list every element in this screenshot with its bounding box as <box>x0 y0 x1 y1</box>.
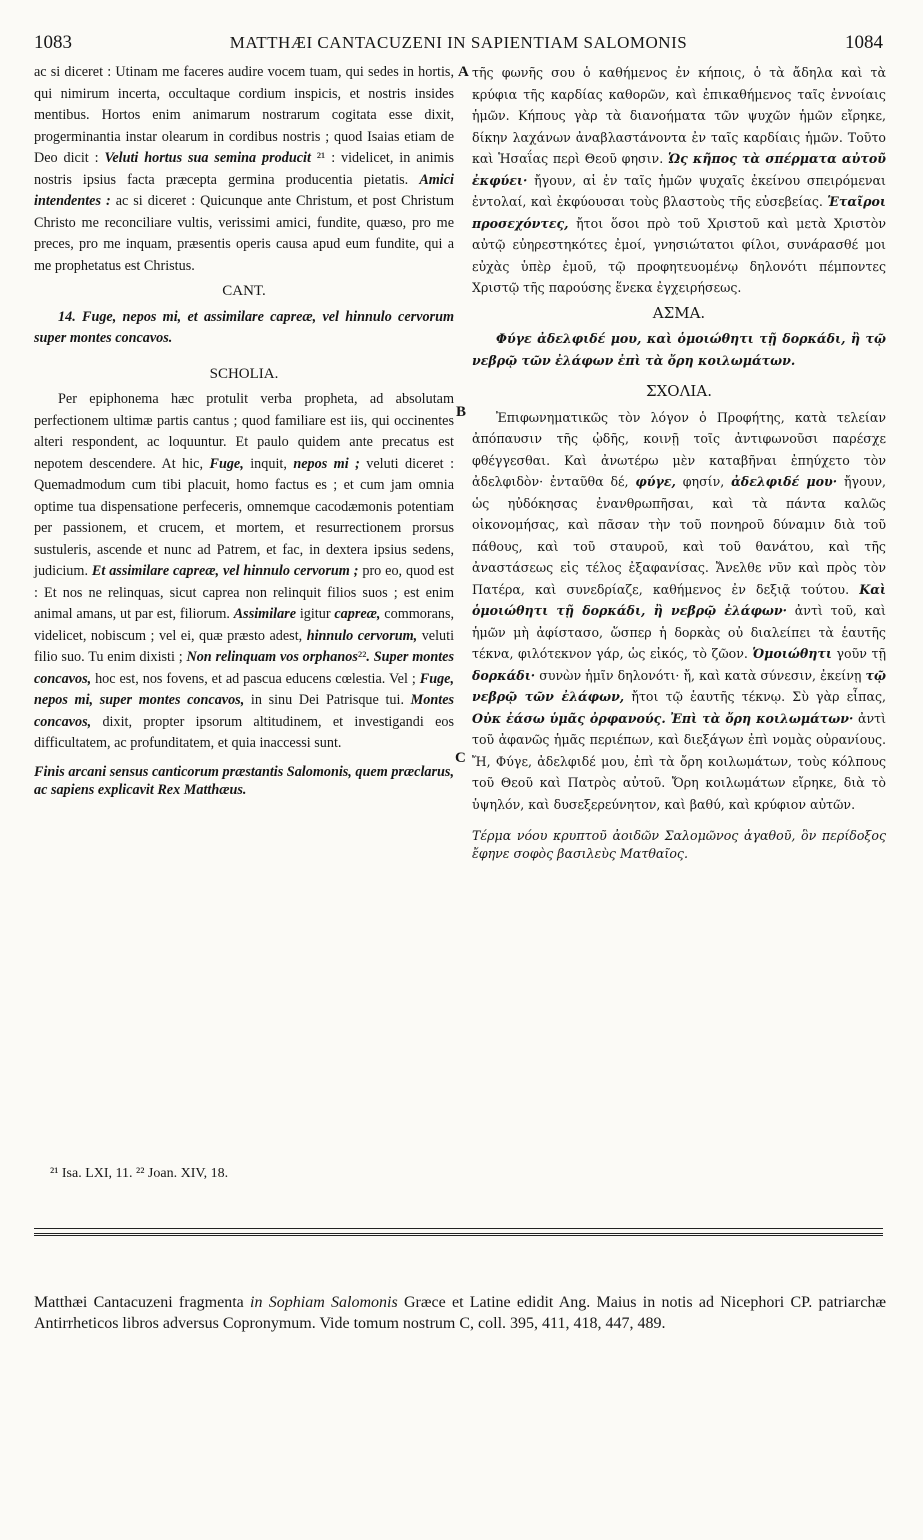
footnote-ref: ²² <box>357 649 367 665</box>
greek-text: γοῦν τῇ <box>836 646 886 661</box>
running-header <box>34 32 883 60</box>
note-text: Græce et Latine edidit Ang. Maius in notis ad Nicephori CP. patriarchæ Antirrheticos libros adversus Copronymum. Vide tomum nostrum C, coll. 395, 411, 418, 447, 489. <box>34 1294 887 1332</box>
latin-quote: Assimilare <box>233 606 296 622</box>
footnotes: ²¹ Isa. LXI, 11. ²² Joan. XIV, 18. <box>50 1166 229 1181</box>
greek-scholia-heading: ΣΧΟΛΙΑ. <box>646 382 712 400</box>
latin-quote: Veluti hortus sua semina producit <box>104 150 311 166</box>
latin-text: in sinu Dei Patrisque tui. <box>250 692 404 708</box>
greek-quote: ἀδελφιδέ μου· <box>731 474 838 489</box>
column-marker-a: A <box>458 64 469 80</box>
greek-quote: δορκάδι· <box>472 667 536 683</box>
latin-scholia <box>34 389 454 755</box>
greek-text: φησίν, <box>682 474 725 489</box>
note-text: Matthæi Cantacuzeni fragmenta <box>34 1294 244 1311</box>
latin-quote: Et assimilare capreæ, vel hinnulo cervorum ; <box>91 563 359 579</box>
cant-heading: CANT. <box>222 283 266 299</box>
latin-quote: Amici intendentes : <box>34 171 454 209</box>
greek-quote: τῷ νεβρῷ τῶν ἐλάφων, <box>472 667 886 704</box>
latin-text: hoc est, nos fovens, et ad pascua educens cœlestia. Vel ; <box>95 670 416 687</box>
asma-verse: Φύγε ἀδελφιδέ μου, καὶ ὁμοιώθητι τῇ δορκάδι, ἢ τῷ νεβρῷ τῶν ἐλάφων ἐπὶ τὰ ὄρη κοιλωμάτων. <box>472 331 886 368</box>
latin-text: inquit, <box>250 455 287 472</box>
latin-colophon: Finis arcani sensus canticorum præstantis Salomonis, quem præclarus, ac sapiens explicavit Rex Matthæus. <box>34 763 454 798</box>
greek-text: ἤτοι τῷ ἑαυτῆς τέκνῳ. Σὺ γὰρ εἶπας, <box>631 689 886 704</box>
greek-text: συνὼν ἡμῖν δηλονότι· ἤ, καὶ κατὰ σύνεσιν, ἐκείνῃ <box>539 667 862 683</box>
latin-quote: nepos mi ; <box>293 455 360 472</box>
latin-text: ac si diceret : Utinam me faceres audire vocem tuam, qui sedes in hortis, qui nimirum incerta, occultaque cordium inspicis, et nostris insides mentibus. Hortos enim animarum nostrarum cogitata esse dixit, progerminantia instar olearum in cordibus nostris ; quod Isaias etiam de Deo dicit : <box>34 64 454 166</box>
latin-text: commorans, videlicet, nobiscum ; vel ei, quæ præsto adest, <box>34 606 455 644</box>
running-title: MATTHÆI CANTACUZENI IN SAPIENTIAM SALOMONIS <box>229 33 688 52</box>
latin-quote: hinnulo cervorum, <box>306 627 418 644</box>
greek-text: ἤγουν, ὡς ηὐδόκησας ἐνανθρωπῆσαι, καὶ τὰ πάντα καλῶς οἰκονομήσας, καὶ πᾶσαν τὴν τοῦ πονηροῦ δύναμιν διὰ τοῦ πάθους, καὶ τοῦ σταυροῦ, καὶ τοῦ θανάτου, καὶ τῆς ἀναστάσεως εἰς τέλος ἐξαφανίσας. Ἄνελθε νῦν καὶ πρὸς τὸν Πατέρα, καὶ συνεδρίαζε, καθήμενος ἐν δεξιᾷ τούτου. <box>472 474 886 597</box>
column-marker-b: B <box>456 404 467 420</box>
latin-quote: . Super montes concavos, <box>34 649 454 687</box>
greek-text: ἤτοι ὅσοι πρὸ τοῦ Χριστοῦ καὶ μετὰ Χριστὸν αὐτῷ εὐηρεστηκότες ἐμοί, γνησιώτατοι φίλοι, συνάρασθέ μοι εὐχὰς ὑπὲρ ἐμοῦ, τῷ προφητευομένῳ δηλονότι πέμποντες Χριστῷ τῆς παρούσης ἕνεκα ἐγχειρήσεως. <box>472 215 886 295</box>
latin-quote: capreæ, <box>334 606 381 622</box>
divider-rule <box>34 1228 883 1229</box>
latin-text: Per epiphonema hæc protulit verba propheta, ad absolutam perfectionem ultimæ partis cantus ; quod familiare est iis, qui occinentes alteri respondent, ac loquuntur. Et paulo quidem ante precatus est nepotem descendere. At hic, <box>34 391 454 472</box>
greek-text: Ἐπιφωνηματικῶς τὸν λόγον ὁ Προφήτης, κατὰ τελείαν ἀπόπαυσιν τῆς ᾠδῆς, κοινῇ τοῖς ἀντιφωνοῦσι παρέσχε φθέγγεσθαι. Καὶ ἀνωτέρω μὲν καταβῆναι ἐπηύχετο τὸν ἀδελφιδὸν· ἐνταῦθα δέ, <box>472 409 886 489</box>
latin-text: pro eo, quod est : Et nos ne relinquas, sicut caprea non relinquit filios suos ; est enim animal amans, ut par est, filiorum. <box>34 563 455 622</box>
scholia-heading: SCHOLIA. <box>209 365 279 382</box>
greek-colophon: Τέρμα νόου κρυπτοῦ ἀοιδῶν Σαλομῶνος ἀγαθοῦ, ὃν περίδοξος ἔφηνε σοφὸς βασιλεὺς Ματθαῖος. <box>472 828 886 861</box>
latin-quote: Montes concavos, <box>34 692 455 730</box>
greek-text: ἀντὶ τοῦ ἀφανῶς ἡμᾶς περιέπων, καὶ διεξάγων ἐπὶ νομὰς οὐρανίους. Ἤ, Φύγε, ἀδελφιδέ μου, ἐπὶ τὰ ὄρη κοιλωμάτων, τοὺς κόλπους τοῦ Θεοῦ καὶ Πατρὸς αὐτοῦ. Ὄρη κοιλωμάτων εἴρηκε, διὰ τὸ ὑψηλόν, καὶ δυσεξερεύνητον, καὶ βαθύ, καὶ κρύφιον αὐτῶν. <box>472 710 887 812</box>
greek-quote: Ὁμοιώθητι <box>752 646 832 661</box>
greek-quote: Ἐπὶ τὰ ὄρη κοιλωμάτων· <box>670 710 854 726</box>
latin-quote: Fuge, <box>209 455 244 472</box>
column-marker-c: C <box>455 750 466 766</box>
latin-text: ac si diceret : Quicunque ante Christum, et post Christum Christo me reconciliare vultis, verissimi amici, fundite, quæso, pro me preces, pro me inquam, præsentis operis causa apud eum fundite, qui a me prophetatus est Christus. <box>34 193 454 274</box>
greek-quote: Ὡς κῆπος τὰ σπέρματα αὐτοῦ ἐκφύει· <box>472 151 886 188</box>
greek-quote: Ἑταῖροι προσεχόντες, <box>472 194 886 231</box>
latin-text: veluti filio suo. Tu enim dixisti ; <box>34 627 455 665</box>
greek-scholia <box>472 407 886 816</box>
latin-text: dixit, propter ipsorum altitudinem, et investigandi eos difficultatem, ac profunditatem, et quia inaccessi sunt. <box>34 713 455 751</box>
latin-text: : videlicet, in animis nostris ipsius facta præcepta germina producentia pietatis. <box>34 150 455 188</box>
latin-column <box>34 62 454 799</box>
greek-quote: Οὐκ ἐάσω ὑμᾶς ὀρφανούς. <box>472 710 666 726</box>
note-italic: in Sophiam Salomonis <box>250 1294 398 1311</box>
greek-text: ἀντὶ τοῦ, καὶ ἡμῶν μὴ ἀφίστασο, ὥσπερ ἡ δορκὰς οὐ διαλείπει τὰ ἑαυτῆς τέκνα, φιλότεκνον γάρ, ὡς εἰκός, τὸ ζῶον. <box>472 603 886 661</box>
greek-quote: Καὶ ὁμοιώθητι τῇ δορκάδι, ἢ νεβρῷ ἐλάφων· <box>472 581 886 618</box>
asma-heading: ΑΣΜΑ. <box>652 303 706 322</box>
right-page-number: 1084 <box>844 32 883 53</box>
divider-double-rule <box>34 1233 883 1238</box>
cant-verse: 14. Fuge, nepos mi, et assimilare capreæ, vel hinnulo cervorum super montes concavos. <box>34 308 454 346</box>
greek-quote: φύγε, <box>635 474 676 489</box>
greek-text: τῆς φωνῆς σου ὁ καθήμενος ἐν κήποις, ὁ τὰ ἄδηλα καὶ τὰ κρύφια τῆς καρδίας καθορῶν, καὶ ἐπικαθήμενος ταῖς ἐννοίαις ἡμῶν. Κήπους γὰρ τὰ διανοήματα τῶν ψυχῶν ἡμῶν εἴρηκε, δίκην λαχάνων ἀναβλαστάνοντα ἐν ταῖς καρδίαις ἡμῶν. Τοῦτο καὶ Ἡσαΐας περὶ Θεοῦ φησιν. <box>472 65 886 166</box>
latin-quote: Non relinquam vos orphanos <box>186 649 358 665</box>
editorial-note <box>34 1292 886 1334</box>
greek-paragraph-1 <box>472 62 886 299</box>
latin-quote: Fuge, nepos mi, super montes concavos, <box>34 670 455 708</box>
greek-column <box>472 62 886 863</box>
latin-text: igitur <box>299 606 331 622</box>
latin-paragraph-1 <box>34 62 454 277</box>
latin-text: veluti diceret : Quemadmodum cum tibi placuit, homo factus es ; et cum jam omnia optime tua dispensatione perfeceris, omnemque cacodæmonis potentiam per passionem, et crucem, et mortem, et resurrectionem prorsus sustuleris, ascende et nunc ad Patrem, et fac, in dextera ipsius sedens, judicium. <box>34 455 455 579</box>
greek-text: ἤγουν, αἱ ἐν ταῖς ἡμῶν ψυχαῖς ἐκείνου σπειρόμεναι ἐντολαί, καὶ ἐκφύουσαι τοὺς βλαστοὺς τῆς εὐσεβείας. <box>472 172 886 209</box>
left-page-number: 1083 <box>34 32 72 53</box>
footnote-ref: ²¹ <box>316 150 326 166</box>
